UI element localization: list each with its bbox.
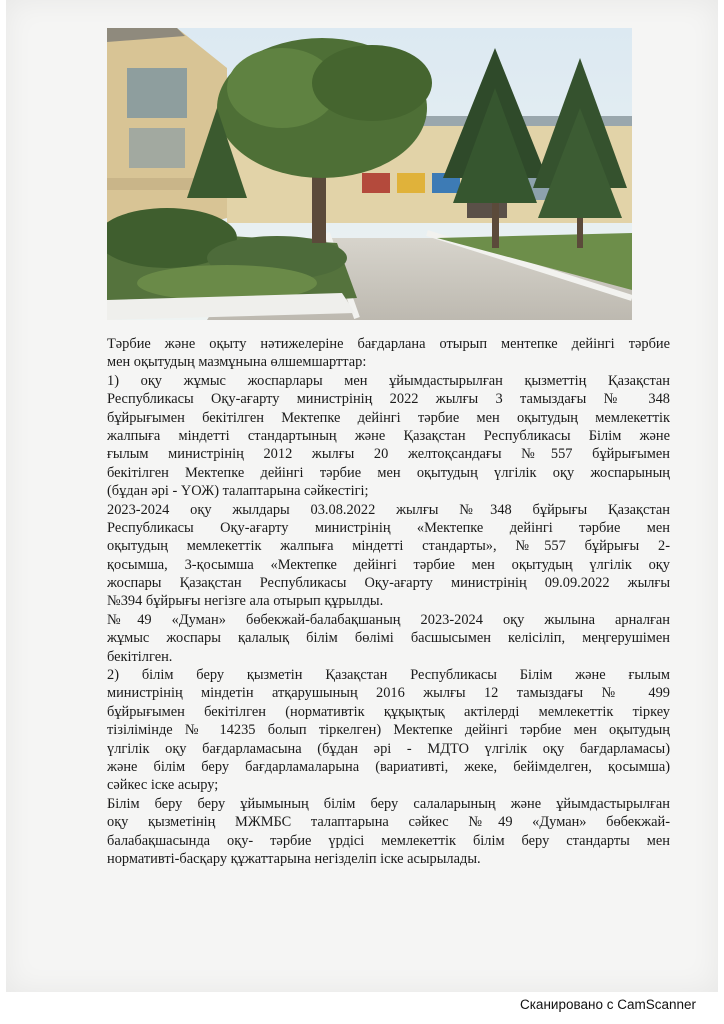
text-line: Республикасы Оқу-ағарту министрінің «Мектепке дейінгі тәрбие мен xyxy=(107,519,670,536)
text-line: 1) оқу жұмыс жоспарлары мен ұйымдастырылған қызметтің Қазақстан xyxy=(107,372,670,389)
text-line: және білім беру бағдарламаларына (вариативті, жеке, бейімделген, қосымша) xyxy=(107,758,670,775)
text-line: бұйрығымен бекітілген (нормативтік құқықтық актілерді мемлекеттік тіркеу xyxy=(107,703,670,720)
document-body xyxy=(107,335,670,868)
text-line: бекітілген. xyxy=(107,648,173,665)
text-line: жұмыс жоспары қалалық білім бөлімі басшысымен келісіліп, меңгерушімен xyxy=(107,630,670,647)
text-line: нормативті-басқару құжаттарына негізделіп іске асырылады. xyxy=(107,850,481,867)
text-line: 2) білім беру қызметін Қазақстан Республикасы Білім және ғылым xyxy=(107,667,670,684)
text-line: мен оқытудың мазмұнына өлшемшарттар: xyxy=(107,354,367,371)
camscanner-watermark: Сканировано с CamScanner xyxy=(519,997,696,1012)
text-line: қосымша, 3-қосымша «Мектепке дейінгі тәрбие мен оқытудың үлгілік оқу xyxy=(107,556,670,573)
text-line: министрінің міндетін атқарушының 2016 жылғы 12 тамыздағы № 499 xyxy=(107,685,670,702)
text-line: 2023-2024 оқу жылдары 03.08.2022 жылғы №348 бұйрығы Қазақстан xyxy=(107,501,670,518)
text-line: Тәрбие және оқыту нәтижелеріне бағдарлана отырып ментепке дейінгі тәрбие xyxy=(107,336,670,352)
text-line: жоспары Қазақстан Республикасы Оқу-ағарту министрінің 09.09.2022 жылғы xyxy=(107,575,670,592)
text-line: бекітілген Мектепке дейінгі тәрбие мен оқытудың үлгілік оқу жоспарының xyxy=(107,464,670,481)
text-line: Білім беру беру ұйымының білім беру салаларының және ұйымдастырылған xyxy=(107,795,670,812)
text-line: балабақшасында оқу- тәрбие үрдісі мемлекеттік білім беру стандарты мен xyxy=(107,832,670,849)
kindergarten-photo xyxy=(107,28,632,320)
text-line: ғылым министрінің 2012 жылғы 20 желтоқсандағы №557 бұйрығымен xyxy=(107,446,670,463)
text-line: тізілімінде № 14235 болып тіркелген) Мектепке дейінгі тәрбие мен оқытудың xyxy=(107,722,670,739)
text-line: №394 бұйрығы негізге ала отырып құрылды. xyxy=(107,593,384,610)
text-line: Республикасы Оқу-ағарту министрінің 2022 жылғы 3 тамыздағы № 348 xyxy=(107,391,670,408)
text-line: оқытудың мемлекеттік жалпыға міндетті стандарты», №557 бұйрығы 2- xyxy=(107,538,670,555)
text-line: сәйкес іске асыру; xyxy=(107,777,219,794)
text-line: бұйрығымен бекітілген Мектепке дейінгі тәрбие мен оқытудың мемлекеттік xyxy=(107,409,670,426)
text-line: жалпыға міндетті стандартының және Қазақстан Республикасы Білім және xyxy=(107,427,670,444)
text-line: (бұдан әрі - ҮОЖ) талаптарына сәйкестігі; xyxy=(107,483,369,500)
text-line: оқу қызметінің МЖМБС талаптарына сәйкес №49 «Думан» бөбекжай- xyxy=(107,814,670,831)
text-line: үлгілік оқу бағдарламасына (бұдан әрі - МДТО үлгілік оқу бағдарламасы) xyxy=(107,740,670,757)
text-line: №49 «Думан» бөбекжай-балабақшаның 2023-2024 оқу жылына арналған xyxy=(107,611,670,628)
